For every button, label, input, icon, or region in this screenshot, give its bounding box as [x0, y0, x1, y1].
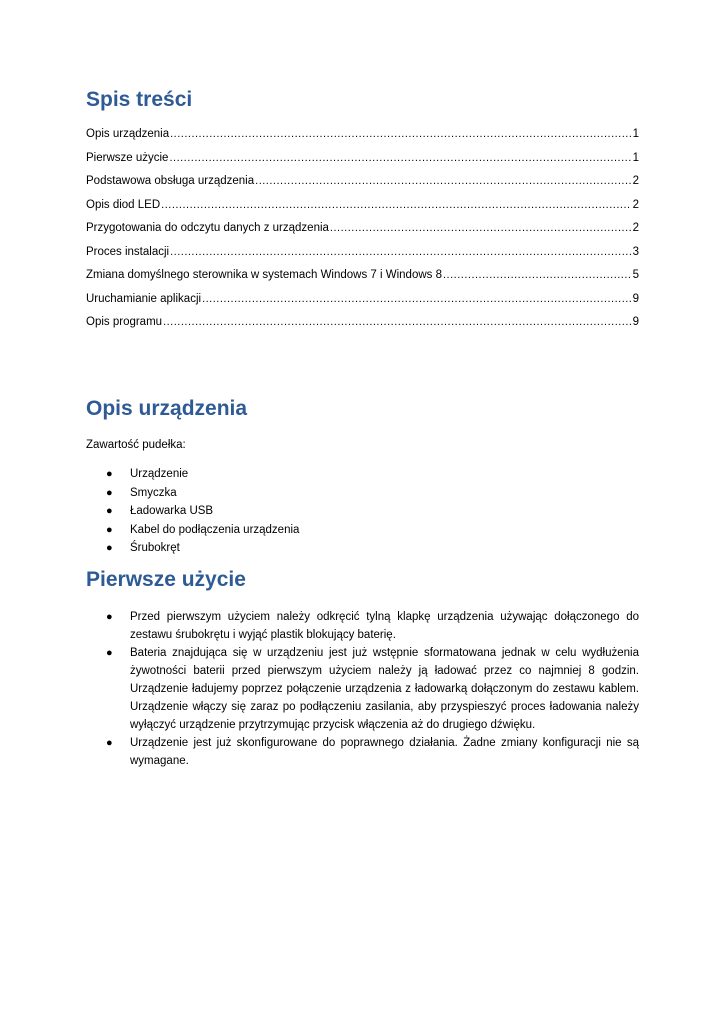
- toc-leader-dots: [170, 244, 631, 261]
- toc-leader-dots: [443, 267, 631, 284]
- list-item: [86, 521, 639, 540]
- toc-leader-dots: [202, 291, 631, 308]
- bullet-icon: ●: [106, 505, 113, 517]
- toc-entry-page: 9: [632, 292, 639, 305]
- toc-entry-page: 3: [632, 245, 639, 258]
- toc-leader-dots: [169, 150, 630, 167]
- toc-entry-title: Uruchamianie aplikacji: [86, 291, 202, 308]
- toc-entry[interactable]: [86, 197, 639, 221]
- bullet-icon: ●: [106, 737, 113, 749]
- toc-entry-title: Opis diod LED: [86, 197, 161, 214]
- toc-entry[interactable]: [86, 126, 639, 150]
- list-item: [86, 465, 639, 484]
- list-item-text: Bateria znajdująca się w urządzeniu jest już wstępnie sformatowana jednak w celu wydłużenia żywotności baterii przed pierwszym użyciem należy ją ładować przez co najmniej 8 godzin. Urządzenie ładujemy poprzez połączenie urządzenia z ładowarką dołączonym do zestawu kablem. Urządzenie włączy się zaraz po podłączeniu zasilania, aby przyspieszyć proces ładowania należy wyłączyć urządzenie przytrzymując przycisk włączenia aż do drugiego dźwięku.: [130, 647, 639, 731]
- toc-leader-dots: [330, 220, 631, 237]
- toc-entry[interactable]: [86, 314, 639, 338]
- list-item-text: Śrubokręt: [130, 542, 180, 554]
- section-heading-device-description: Opis urządzenia: [86, 397, 248, 420]
- bullet-icon: ●: [106, 468, 113, 480]
- toc-entry-page: 5: [632, 269, 639, 281]
- toc-entry-title: Pierwsze użycie: [86, 150, 169, 167]
- first-use-list: [86, 608, 639, 770]
- list-item: [86, 484, 639, 503]
- box-contents-label: Zawartość pudełka:: [86, 439, 186, 451]
- list-item-text: Kabel do podłączenia urządzenia: [130, 523, 300, 536]
- toc-leader-dots: [170, 126, 630, 143]
- toc-entry[interactable]: [86, 244, 639, 268]
- bullet-icon: ●: [106, 486, 113, 499]
- toc-heading: Spis treści: [86, 88, 193, 111]
- toc-entry-title: Proces instalacji: [86, 244, 170, 261]
- list-item: [86, 734, 639, 770]
- bullet-icon: ●: [106, 647, 113, 659]
- toc-leader-dots: [161, 197, 630, 214]
- toc-entry-title: Opis urządzenia: [86, 126, 170, 143]
- bullet-icon: ●: [106, 611, 113, 623]
- toc-entry[interactable]: [86, 173, 639, 197]
- list-item-text: Smyczka: [130, 486, 177, 499]
- list-item-text: Przed pierwszym użyciem należy odkręcić tylną klapkę urządzenia używając dołączonego do zestawu śrubokrętu i wyjąć plastik blokujący baterię.: [130, 611, 639, 641]
- list-item-text: Urządzenie: [130, 468, 189, 480]
- list-item: [86, 608, 639, 644]
- toc-entry-page: 2: [632, 175, 639, 187]
- toc-entry-title: Przygotowania do odczytu danych z urządzenia: [86, 220, 330, 237]
- box-contents-list: [86, 465, 639, 558]
- toc-entry[interactable]: [86, 291, 639, 315]
- toc-entry-page: 2: [632, 198, 639, 211]
- bullet-icon: ●: [106, 542, 113, 554]
- toc-entry-page: 2: [632, 222, 639, 234]
- list-item-text: Urządzenie jest już skonfigurowane do poprawnego działania. Żadne zmiany konfiguracji nie są wymagane.: [130, 737, 639, 767]
- toc-entry-title: Opis programu: [86, 314, 163, 331]
- bullet-icon: ●: [106, 523, 113, 536]
- toc-entry-page: 1: [632, 128, 639, 140]
- list-item-text: Ładowarka USB: [130, 505, 214, 517]
- toc-entry[interactable]: [86, 267, 639, 291]
- section-heading-first-use: Pierwsze użycie: [86, 568, 246, 591]
- toc-entry-page: 1: [632, 151, 639, 164]
- list-item: [86, 644, 639, 734]
- toc-entry-page: 9: [632, 316, 639, 328]
- list-item: [86, 539, 639, 558]
- list-item: [86, 502, 639, 521]
- toc-entry[interactable]: [86, 150, 639, 174]
- toc-entry-title: Podstawowa obsługa urządzenia: [86, 173, 255, 190]
- toc-entry[interactable]: [86, 220, 639, 244]
- toc-leader-dots: [255, 173, 630, 190]
- toc-leader-dots: [163, 314, 631, 331]
- toc-entry-title: Zmiana domyślnego sterownika w systemach Windows 7 i Windows 8: [86, 267, 443, 284]
- table-of-contents: [86, 126, 639, 338]
